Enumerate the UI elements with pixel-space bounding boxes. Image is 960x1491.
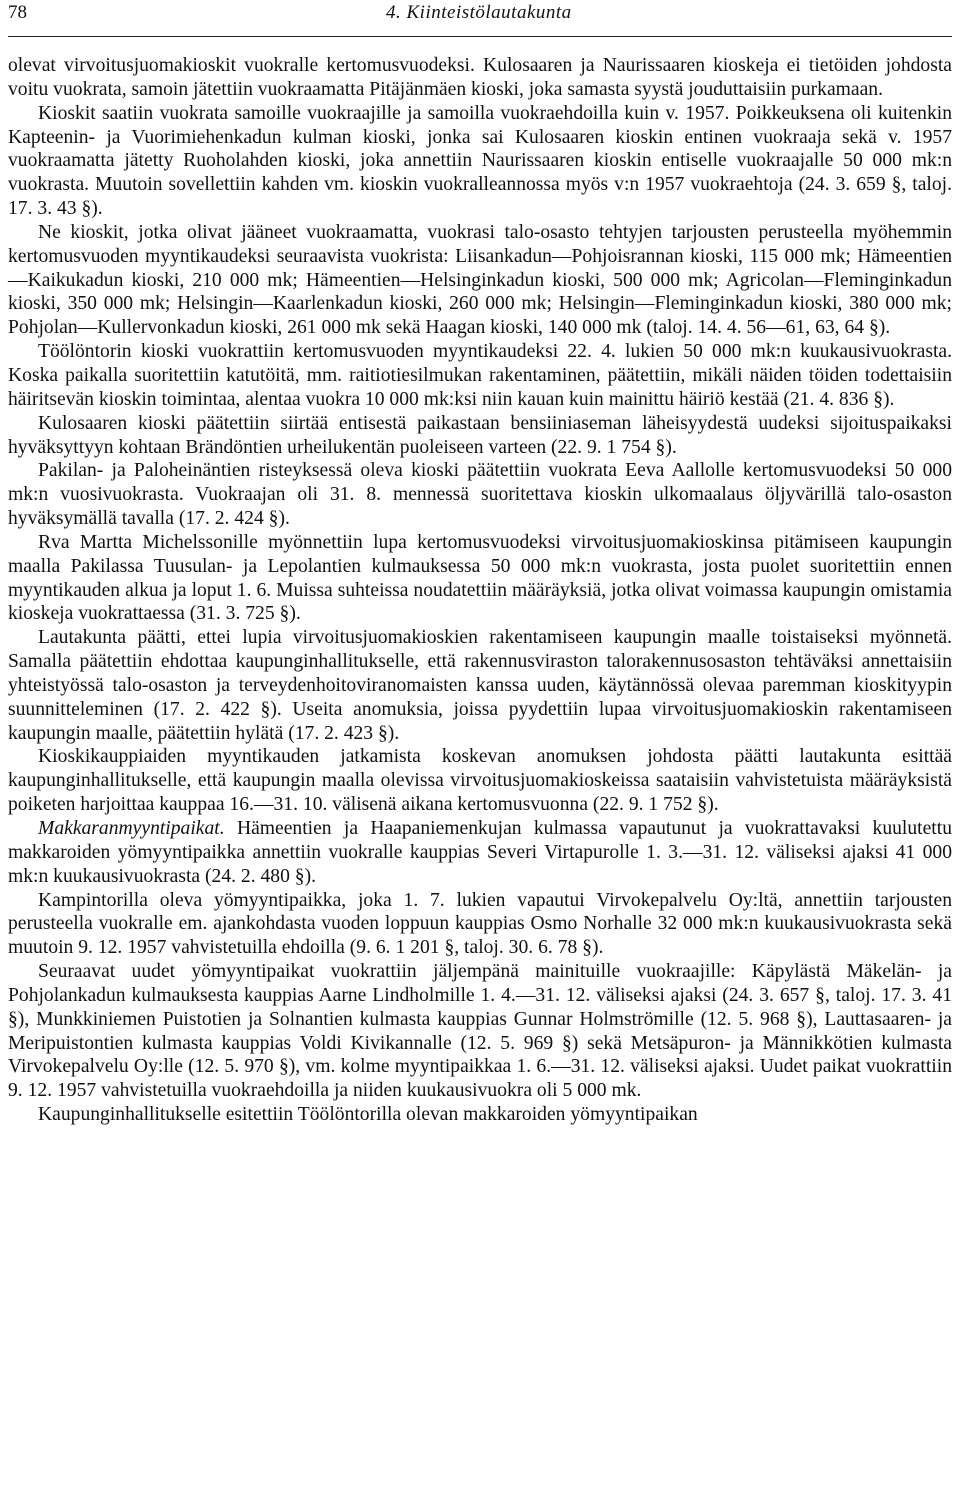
running-head: 4. Kiinteistölautakunta xyxy=(386,2,572,23)
paragraph-text: Kampintorilla oleva yömyyntipaikka, joka 1. 7. lukien vapautui Virvokepalvelu Oy:ltä, annettiin tarjousten perusteella vuokralle em. ajankohdasta vuoden loppuun kauppias Osmo Norhalle 32 000 mk:n kuukausivuokrasta sekä muutoin 9. 12. 1957 vahvistetuilla ehdoilla (9. 6. 1 201 §, taloj. 30. 6. 78 §). xyxy=(8,889,952,959)
page-header xyxy=(8,0,952,32)
paragraph xyxy=(8,221,952,340)
paragraph xyxy=(8,1103,952,1127)
paragraph xyxy=(8,54,952,102)
paragraph-text: Kioskikauppiaiden myyntikauden jatkamista koskevan anomuksen johdosta päätti lautakunta esittää kaupunginhallitukselle, että kaupungin maalla olevissa virvoitusjuomakioskeissa saataisiin vahvistetuista määräyksistä poiketen harjoittaa kauppaa 16.—31. 10. välisenä aikana kertomusvuonna (22. 9. 1 752 §). xyxy=(8,746,952,816)
paragraph xyxy=(8,626,952,745)
paragraph xyxy=(8,817,952,889)
page-number: 78 xyxy=(8,2,27,23)
paragraph xyxy=(8,459,952,531)
paragraph-text: Seuraavat uudet yömyyntipaikat vuokrattiin jäljempänä mainituille vuokraajille: Käpylästä Mäkelän- ja Pohjolankadun kulmauksesta kauppias Aarne Lindholmille 1. 4.—31. 12. väliseksi ajaksi (24. 3. 657 §, taloj. 17. 3. 41 §), Munkkiniemen Puistotien ja Solnantien kulmasta kauppias Gunnar Holmströmille (12. 5. 968 §), Lauttasaaren- ja Meripuistontien kulmasta kauppias Voldi Kivikannalle (12. 5. 969 §) sekä Metsäpuron- ja Männikkötien kulmasta Virvokepalvelu Oy:lle (12. 5. 970 §), vm. kolme myyntipaikkaa 1. 6.—31. 12. väliseksi ajaksi. Uudet paikat vuokrattiin 9. 12. 1957 vahvistetuilla vuokraehdoilla ja niiden kuukausivuokra oli 5 000 mk. xyxy=(8,961,952,1102)
paragraph xyxy=(8,745,952,817)
paragraph xyxy=(8,960,952,1103)
paragraph-text: Kioskit saatiin vuokrata samoille vuokraajille ja samoilla vuokraehdoilla kuin v. 1957. Poikkeuksena oli kuitenkin Kapteenin- ja Vuorimiehenkadun kulman kioski, jonka sai Kulosaaren kioskin entinen vuokraaja sekä v. 1957 vuokraamatta jätetty Ruoholahden kioski, joka annettiin Naurissaaren kioskin entiselle vuokraajalle 50 000 mk:n vuokrasta. Muutoin sovellettiin kahden vm. kioskin vuokralleannossa myös v:n 1957 vuokraehtoja (24. 3. 659 §, taloj. 17. 3. 43 §). xyxy=(8,102,952,220)
paragraph-text: olevat virvoitusjuomakioskit vuokralle kertomusvuodeksi. Kulosaaren ja Naurissaaren kioskeja ei tietöiden johdosta voitu vuokrata, samoin jätettiin vuokraamatta Pitäjänmäen kioski, joka samasta syystä jouduttaisiin purkamaan. xyxy=(8,55,952,100)
header-rule xyxy=(8,36,952,37)
paragraph-text: Kulosaaren kioski päätettiin siirtää entisestä paikastaan bensiiniaseman läheisyydestä uudeksi sijoituspaikaksi hyväksyttyyn kohtaan Brändöntien urheilukentän puoleiseen varteen (22. 9. 1 754 §). xyxy=(8,412,952,458)
paragraph-text: Pakilan- ja Paloheinäntien risteyksessä oleva kioski päätettiin vuokrata Eeva Aallolle kertomusvuodeksi 50 000 mk:n vuosivuokrasta. Vuokraajan oli 31. 8. mennessä suoritettava kioskin ulkomaalaus öljyvärillä talo-osaston hyväksymällä tavalla (17. 2. 424 §). xyxy=(8,460,952,530)
paragraph-text: Kaupunginhallitukselle esitettiin Töölöntorilla olevan makkaroiden yömyyntipaikan xyxy=(38,1104,698,1126)
paragraph-text: Töölöntorin kioski vuokrattiin kertomusvuoden myyntikaudeksi 22. 4. lukien 50 000 mk:n kuukausivuokrasta. Koska paikalla suoritettiin katutöitä, mm. raitiotiesilmukan rakentaminen, päätettiin, mikäli näiden töiden todettaisiin häiritsevän kioskin toimintaa, alentaa vuokra 10 000 mk:ksi niin kauan kuin mainittu häiriö kestää (21. 4. 836 §). xyxy=(8,341,952,410)
paragraph xyxy=(8,102,952,221)
paragraph-text: Rva Martta Michelssonille myönnettiin lupa kertomusvuodeksi virvoitusjuomakioskinsa pitämiseen kaupungin maalla Pakilassa Tuusulan- ja Lepolantien kulmauksessa 50 000 mk:n vuokrasta, josta puolet suoritettiin ennen myyntikauden alkua ja loput 1. 6. Muissa suhteissa noudatettiin määräyksiä, jotka olivat voimassa kaupungin omistamia kioskeja vuokrattaessa (31. 3. 725 §). xyxy=(8,531,952,625)
paragraph-text: Lautakunta päätti, ettei lupia virvoitusjuomakioskien rakentamiseen kaupungin maalle toistaiseksi myönnetä. Samalla päätettiin ehdottaa kaupunginhallitukselle, että rakennusviraston talorakennusosaston tehtäväksi annettaisiin yhteistyössä talo-osaston ja terveydenhoitoviranomaisten kanssa uuden, käytännössä olevaa paremman kioskityypin suunnitteleminen (17. 2. 422 §). Useita anomuksia, joissa pyydettiin lupaa virvoitusjuomakioskin rakentamiseen kaupungin maalle, päätettiin hylätä (17. 2. 423 §). xyxy=(8,627,952,744)
paragraph xyxy=(8,412,952,460)
paragraph-text: Hämeentien ja Haapaniemenkujan kulmassa vapautunut ja vuokrattavaksi kuulutettu makkaroiden yömyyntipaikka annettiin vuokralle kauppias Severi Virtapurolle 1. 3.—31. 12. väliseksi ajaksi 41 000 mk:n kuukausivuokrasta (24. 2. 480 §). xyxy=(8,818,952,887)
paragraph xyxy=(8,340,952,412)
body-text xyxy=(8,54,952,1127)
paragraph xyxy=(8,889,952,961)
paragraph xyxy=(8,531,952,626)
section-run-in-heading: Makkaranmyyntipaikat. xyxy=(38,818,225,839)
paragraph-text: Ne kioskit, jotka olivat jääneet vuokraamatta, vuokrasi talo-osasto tehtyjen tarjousten perusteella myöhemmin kertomusvuoden myyntikaudeksi seuraavista vuokrista: Liisankadun—Pohjoisrannan kioski, 115 000 mk; Hämeentien—Kaikukadun kioski, 210 000 mk; Hämeentien—Helsinginkadun kioski, 500 000 mk; Agricolan—Fleminginkadun kioski, 350 000 mk; Helsingin—Kaarlenkadun kioski, 260 000 mk; Helsingin—Fleminginkadun kioski, 380 000 mk; Pohjolan—Kullervonkadun kioski, 261 000 mk sekä Haagan kioski, 140 000 mk (taloj. 14. 4. 56—61, 63, 64 §). xyxy=(8,221,952,339)
